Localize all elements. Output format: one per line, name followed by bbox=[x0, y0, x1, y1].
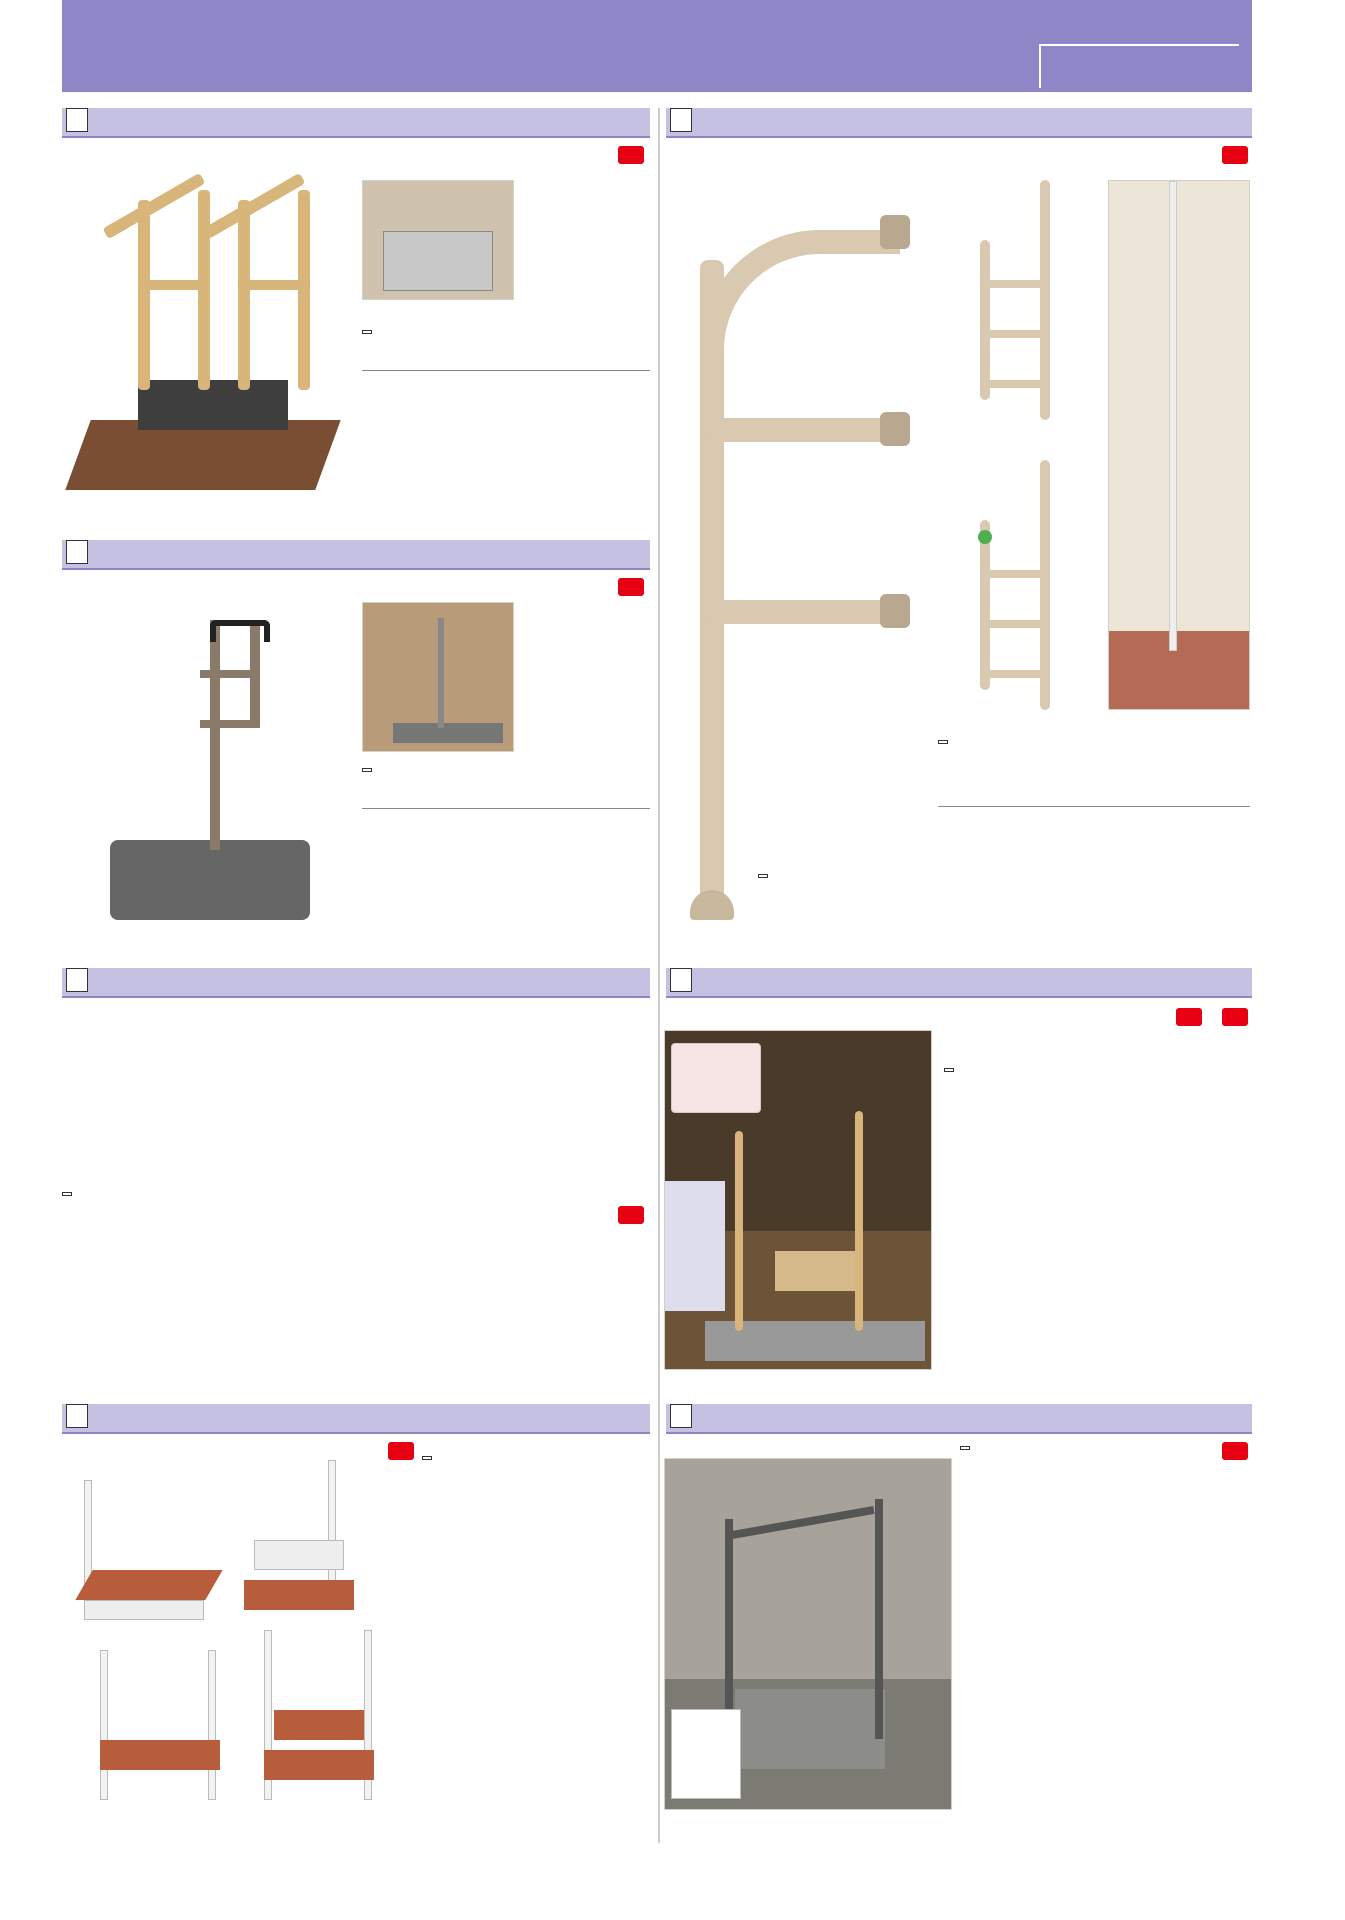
divider bbox=[362, 808, 650, 809]
photo-code-label bbox=[758, 874, 768, 878]
direct-ship-badge bbox=[1222, 1006, 1252, 1028]
section-6-title bbox=[62, 1404, 650, 1434]
product-code-row bbox=[362, 330, 380, 334]
section-5-title bbox=[666, 968, 1252, 998]
beige-variant-photo bbox=[960, 180, 1060, 420]
product-photo-bs-komichi bbox=[100, 610, 310, 930]
divider bbox=[362, 370, 650, 371]
section-3-title bbox=[62, 540, 650, 570]
product-photos-best-support bbox=[64, 1008, 650, 1178]
direct-ship-badge bbox=[1176, 1006, 1206, 1028]
product-code bbox=[960, 1446, 970, 1450]
product-code bbox=[362, 330, 372, 334]
column-divider bbox=[658, 108, 660, 1843]
product-photos-barrier-free-step bbox=[64, 1460, 404, 1810]
product-code-row bbox=[362, 768, 380, 772]
direct-ship-badge bbox=[388, 1440, 418, 1462]
green-variant-photo bbox=[960, 460, 1060, 710]
installed-photo bbox=[664, 1458, 952, 1810]
direct-ship-badge bbox=[618, 1204, 648, 1226]
step-adjust-photo bbox=[362, 180, 514, 300]
product-code bbox=[62, 1192, 72, 1196]
installed-photo bbox=[664, 1030, 932, 1370]
installed-photo bbox=[1108, 180, 1250, 710]
section-2-title bbox=[666, 108, 1252, 138]
product-code bbox=[422, 1456, 432, 1460]
product-code bbox=[938, 740, 948, 744]
section-1-title bbox=[62, 108, 650, 138]
product-photo-arm-regular bbox=[680, 200, 940, 920]
section-4-title bbox=[62, 968, 650, 998]
product-code bbox=[944, 1068, 954, 1072]
direct-ship-badge bbox=[1222, 1440, 1252, 1462]
installed-photo bbox=[362, 602, 514, 752]
product-photo-step-handrail bbox=[68, 170, 338, 490]
direct-ship-badge bbox=[1222, 144, 1252, 166]
divider bbox=[938, 806, 1250, 807]
section-7-title bbox=[666, 1404, 1252, 1434]
direct-ship-badge bbox=[618, 144, 648, 166]
header-category bbox=[1039, 44, 1239, 88]
direct-ship-badge bbox=[618, 576, 648, 598]
